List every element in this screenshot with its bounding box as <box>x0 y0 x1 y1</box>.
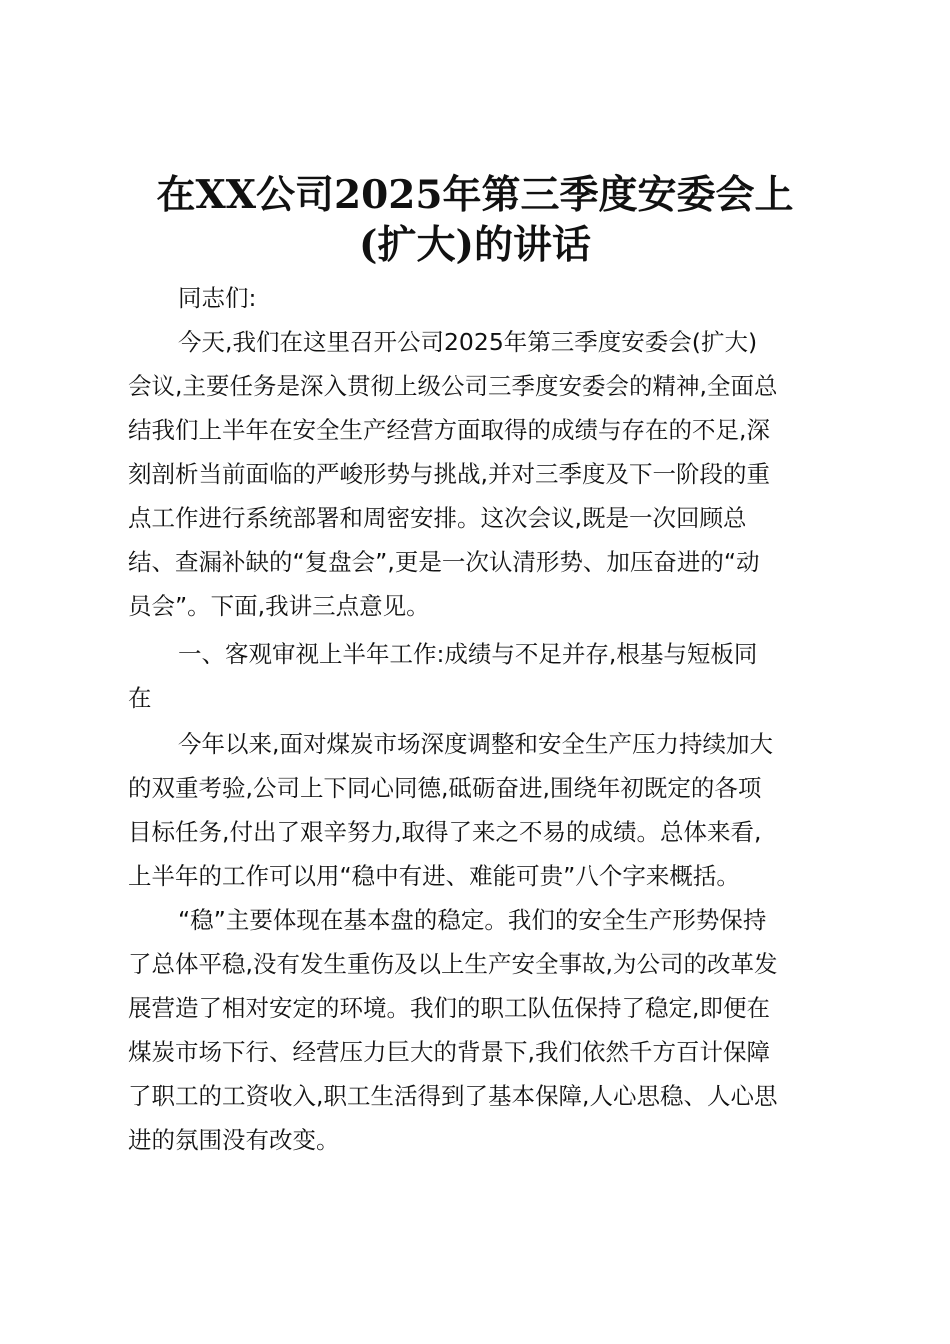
paragraph-line: 上半年的工作可以用“稳中有进、难能可贵”八个字来概括。 <box>128 862 740 890</box>
paragraph-line: 展营造了相对安定的环境。我们的职工队伍保持了稳定,即便在 <box>128 994 770 1022</box>
salutation: 同志们: <box>178 284 257 312</box>
paragraph-line: 目标任务,付出了艰辛努力,取得了来之不易的成绩。总体来看, <box>128 818 762 846</box>
paragraph-line: 会议,主要任务是深入贯彻上级公司三季度安委会的精神,全面总 <box>128 372 778 400</box>
paragraph-line: 点工作进行系统部署和周密安排。这次会议,既是一次回顾总 <box>128 504 747 532</box>
document-title-line-1: 在XX公司2025年第三季度安委会上 <box>156 172 794 218</box>
paragraph-line: “稳”主要体现在基本盘的稳定。我们的安全生产形势保持 <box>178 906 767 934</box>
paragraph-line: 了总体平稳,没有发生重伤及以上生产安全事故,为公司的改革发 <box>128 950 778 978</box>
paragraph-line: 了职工的工资收入,职工生活得到了基本保障,人心思稳、人心思 <box>128 1082 778 1110</box>
paragraph-line: 员会”。下面,我讲三点意见。 <box>128 592 430 620</box>
paragraph-line: 的双重考验,公司上下同心同德,砥砺奋进,围绕年初既定的各项 <box>128 774 762 802</box>
paragraph-line: 进的氛围没有改变。 <box>128 1126 340 1154</box>
paragraph-line: 今年以来,面对煤炭市场深度调整和安全生产压力持续加大 <box>178 730 773 758</box>
paragraph-line: 结、查漏补缺的“复盘会”,更是一次认清形势、加压奋进的“动 <box>128 548 760 576</box>
section-heading-line: 一、客观审视上半年工作:成绩与不足并存,根基与短板同 <box>178 640 758 668</box>
paragraph-line: 刻剖析当前面临的严峻形势与挑战,并对三季度及下一阶段的重 <box>128 460 770 488</box>
document-title-line-2: (扩大)的讲话 <box>359 222 591 268</box>
paragraph-line: 煤炭市场下行、经营压力巨大的背景下,我们依然千方百计保障 <box>128 1038 770 1066</box>
paragraph-line: 结我们上半年在安全生产经营方面取得的成绩与存在的不足,深 <box>128 416 770 444</box>
paragraph-line: 今天,我们在这里召开公司2025年第三季度安委会(扩大) <box>178 328 758 356</box>
section-heading-line: 在 <box>128 684 152 712</box>
